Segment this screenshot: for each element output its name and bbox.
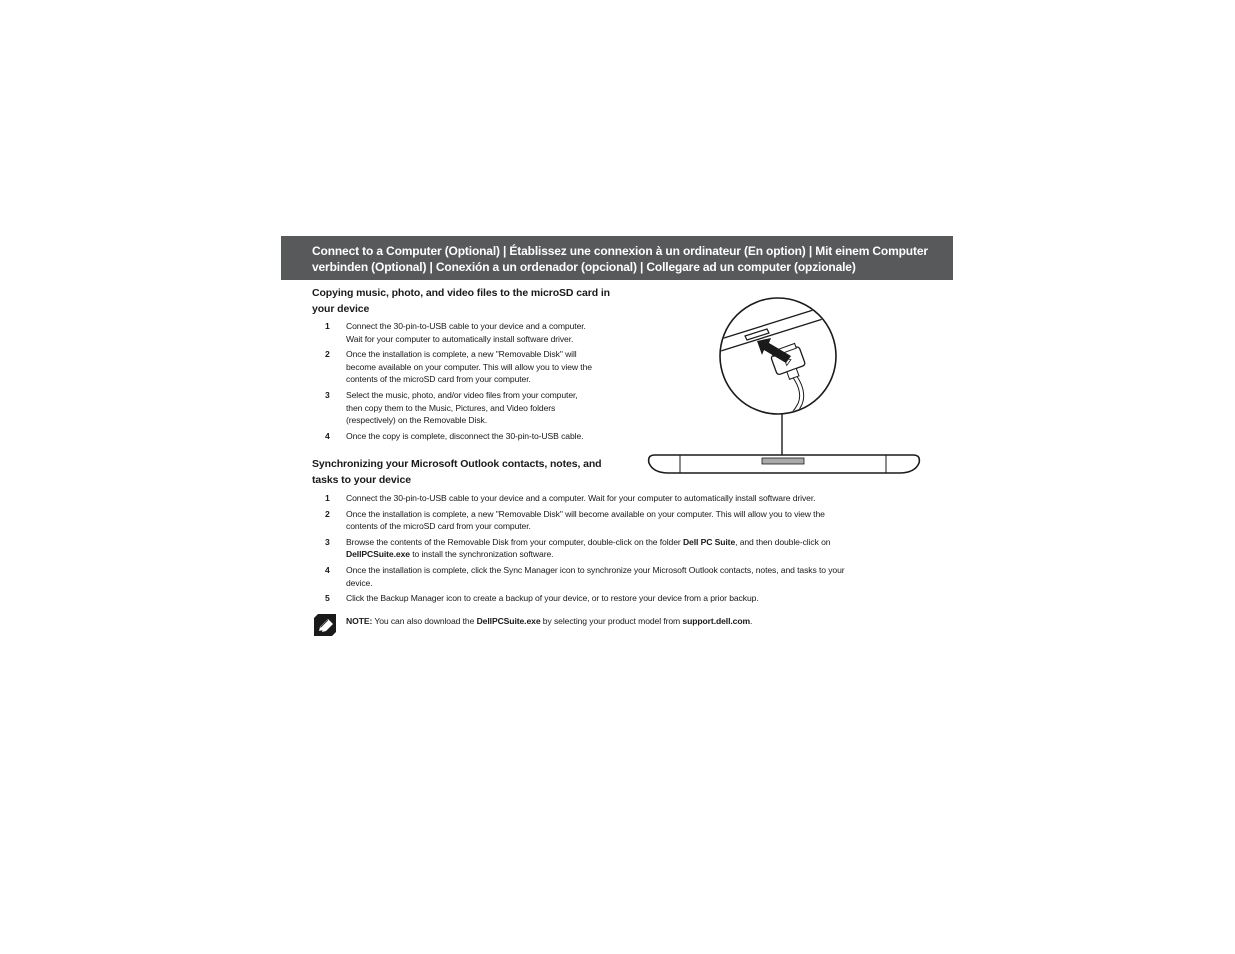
step-number: 2 <box>325 349 330 360</box>
step-text <box>346 536 922 549</box>
note-text-part: You can also download the <box>372 616 477 626</box>
section1-step-1 <box>312 320 642 345</box>
section1-steps <box>312 320 642 442</box>
step-text: (respectively) on the Removable Disk. <box>346 415 488 426</box>
section2-steps <box>312 492 922 605</box>
section2-title <box>312 456 632 488</box>
section2-step-2 <box>312 508 922 533</box>
step-number: 4 <box>325 564 330 575</box>
step-number: 2 <box>325 508 330 519</box>
section2-step-1 <box>312 492 922 505</box>
note-text-part: by selecting your product model from <box>540 616 683 626</box>
section1-title <box>312 285 632 317</box>
note-file-name: DellPCSuite.exe <box>476 616 541 626</box>
header-title-line1: Connect to a Computer (Optional) | Établissez une connexion à un ordinateur (En option) | Mit einem Computer <box>312 244 928 258</box>
section1-step-4 <box>312 430 642 443</box>
section1-step-2 <box>312 348 642 386</box>
step-text: Connect the 30-pin-to-USB cable to your device and a computer. <box>346 321 586 331</box>
step-number: 1 <box>325 321 330 331</box>
step-text: Once the installation is complete, a new "Removable Disk" will become available on your computer. This will allow you to view the <box>346 508 825 519</box>
folder-name: Dell PC Suite <box>682 536 736 547</box>
step-text: device. <box>346 577 373 588</box>
file-name: DellPCSuite.exe <box>346 549 410 560</box>
step-number: 4 <box>325 430 330 441</box>
magnified-connector-view <box>705 298 845 422</box>
header-bar <box>281 236 953 280</box>
step-number: 5 <box>325 593 330 604</box>
note-text <box>346 615 752 628</box>
section2-title-line2: tasks to your device <box>312 474 411 486</box>
section2-step-4 <box>312 564 922 589</box>
step-text-part: , and then double-click on <box>735 536 831 547</box>
support-site-link[interactable]: support.dell.com <box>682 616 751 626</box>
step-text-part: to install the synchronization software. <box>409 549 554 560</box>
note-pencil-icon <box>314 614 336 636</box>
step-text: Once the copy is complete, disconnect the 30-pin-to-USB cable. <box>346 430 584 441</box>
step-text: Wait for your computer to automatically install software driver. <box>346 333 574 344</box>
step-text: contents of the microSD card from your computer. <box>346 521 531 532</box>
note-text-part: . <box>750 616 753 626</box>
step-number: 3 <box>325 389 330 400</box>
header-title-line2: verbinden (Optional) | Conexión a un ordenador (opcional) | Collegare ad un computer (opzionale) <box>312 260 856 274</box>
step-number: 3 <box>325 536 330 547</box>
section1-title-line1: Copying music, photo, and video files to the microSD card in <box>312 287 610 299</box>
section2-step-3 <box>312 536 922 561</box>
step-text <box>346 548 922 561</box>
section2-step-5 <box>312 592 922 605</box>
step-text: Select the music, photo, and/or video files from your computer, <box>346 389 578 400</box>
section1-step-3 <box>312 389 642 427</box>
step-number: 1 <box>325 493 330 503</box>
step-text: contents of the microSD card from your computer. <box>346 374 531 385</box>
device-connection-illustration <box>645 292 923 477</box>
step-text: Once the installation is complete, click the Sync Manager icon to synchronize your Microsoft Outlook contacts, notes, and tasks to your <box>346 564 845 575</box>
step-text-part: Browse the contents of the Removable Disk from your computer, double-click on the folder <box>346 536 683 547</box>
step-text: Connect the 30-pin-to-USB cable to your device and a computer. Wait for your computer to automatically install software driver. <box>346 493 816 503</box>
section1-title-line2: your device <box>312 303 370 315</box>
step-text: become available on your computer. This will allow you to view the <box>346 361 592 372</box>
step-text: then copy them to the Music, Pictures, and Video folders <box>346 402 556 413</box>
step-text: Click the Backup Manager icon to create a backup of your device, or to restore your device from a prior backup. <box>346 593 759 604</box>
device-bottom-edge <box>649 455 920 473</box>
note-label: NOTE: <box>346 616 373 626</box>
step-text: Once the installation is complete, a new "Removable Disk" will <box>346 349 577 360</box>
section2-title-line1: Synchronizing your Microsoft Outlook contacts, notes, and <box>312 458 602 470</box>
